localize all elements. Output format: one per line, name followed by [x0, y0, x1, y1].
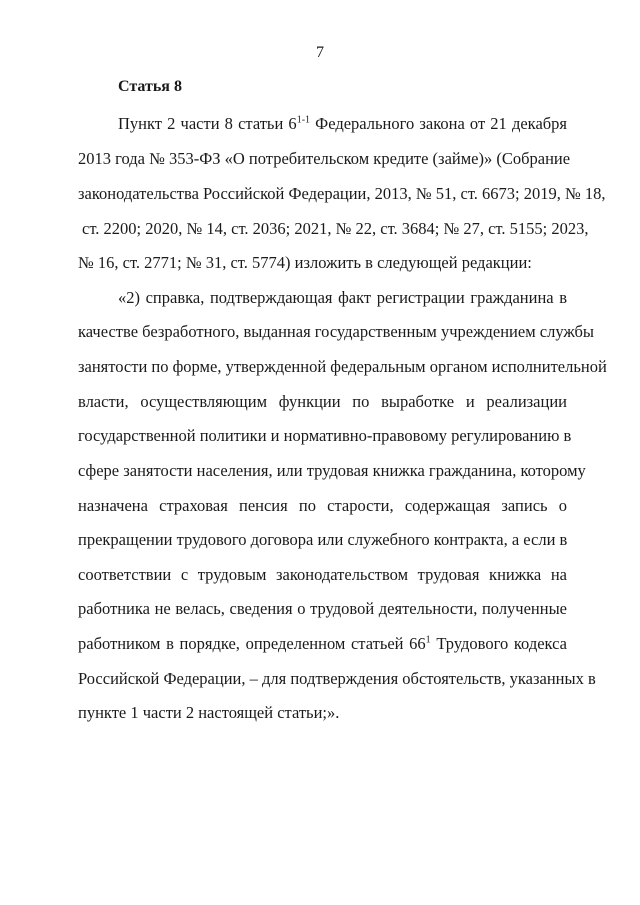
paragraph1-line: 2013 года № 353-ФЗ «О потребительском кредите (займе)» (Собрание: [78, 149, 571, 168]
paragraph2-line: прекращении трудового договора или служебного контракта, а если в: [78, 530, 568, 549]
paragraph2-text: Трудового кодекса: [430, 634, 567, 653]
superscript: 1: [425, 634, 431, 646]
paragraph1-text: Пункт 2 части 8 статьи 6: [118, 114, 297, 133]
paragraph2-line: назначена страховая пенсия по старости, содержащая запись о: [78, 496, 567, 515]
article-heading: Статья 8: [118, 78, 182, 95]
paragraph2-line: пункте 1 части 2 настоящей статьи;».: [78, 703, 340, 722]
paragraph1-line: законодательства Российской Федерации, 2013, № 51, ст. 6673; 2019, № 18,: [78, 184, 606, 203]
superscript: 1-1: [296, 114, 311, 126]
paragraph2-line: качестве безработного, выданная государственным учреждением службы: [78, 322, 595, 341]
paragraph1-line: [118, 114, 567, 134]
paragraph1-line: ст. 2200; 2020, № 14, ст. 2036; 2021, № 22, ст. 3684; № 27, ст. 5155; 2023,: [82, 219, 589, 238]
paragraph1-text: Федерального закона от 21 декабря: [310, 114, 567, 133]
paragraph1-line: № 16, ст. 2771; № 31, ст. 5774) изложить в следующей редакции:: [78, 253, 532, 272]
page-number: 7: [316, 44, 324, 61]
paragraph2-line: государственной политики и нормативно-правовому регулированию в: [78, 426, 572, 445]
paragraph2-line: соответствии с трудовым законодательством трудовая книжка на: [78, 565, 567, 584]
paragraph2-line: занятости по форме, утвержденной федеральным органом исполнительной: [78, 357, 607, 376]
paragraph2-line: Российской Федерации, – для подтверждения обстоятельств, указанных в: [78, 669, 596, 688]
paragraph2-line: сфере занятости населения, или трудовая книжка гражданина, которому: [78, 461, 586, 480]
paragraph2-line: «2) справка, подтверждающая факт регистрации гражданина в: [118, 288, 567, 307]
paragraph2-text: работником в порядке, определенном статьей 66: [78, 634, 426, 653]
paragraph2-line: работника не велась, сведения о трудовой деятельности, полученные: [78, 599, 567, 618]
paragraph2-line: [78, 634, 567, 654]
paragraph2-line: власти, осуществляющим функции по выработке и реализации: [78, 392, 567, 411]
